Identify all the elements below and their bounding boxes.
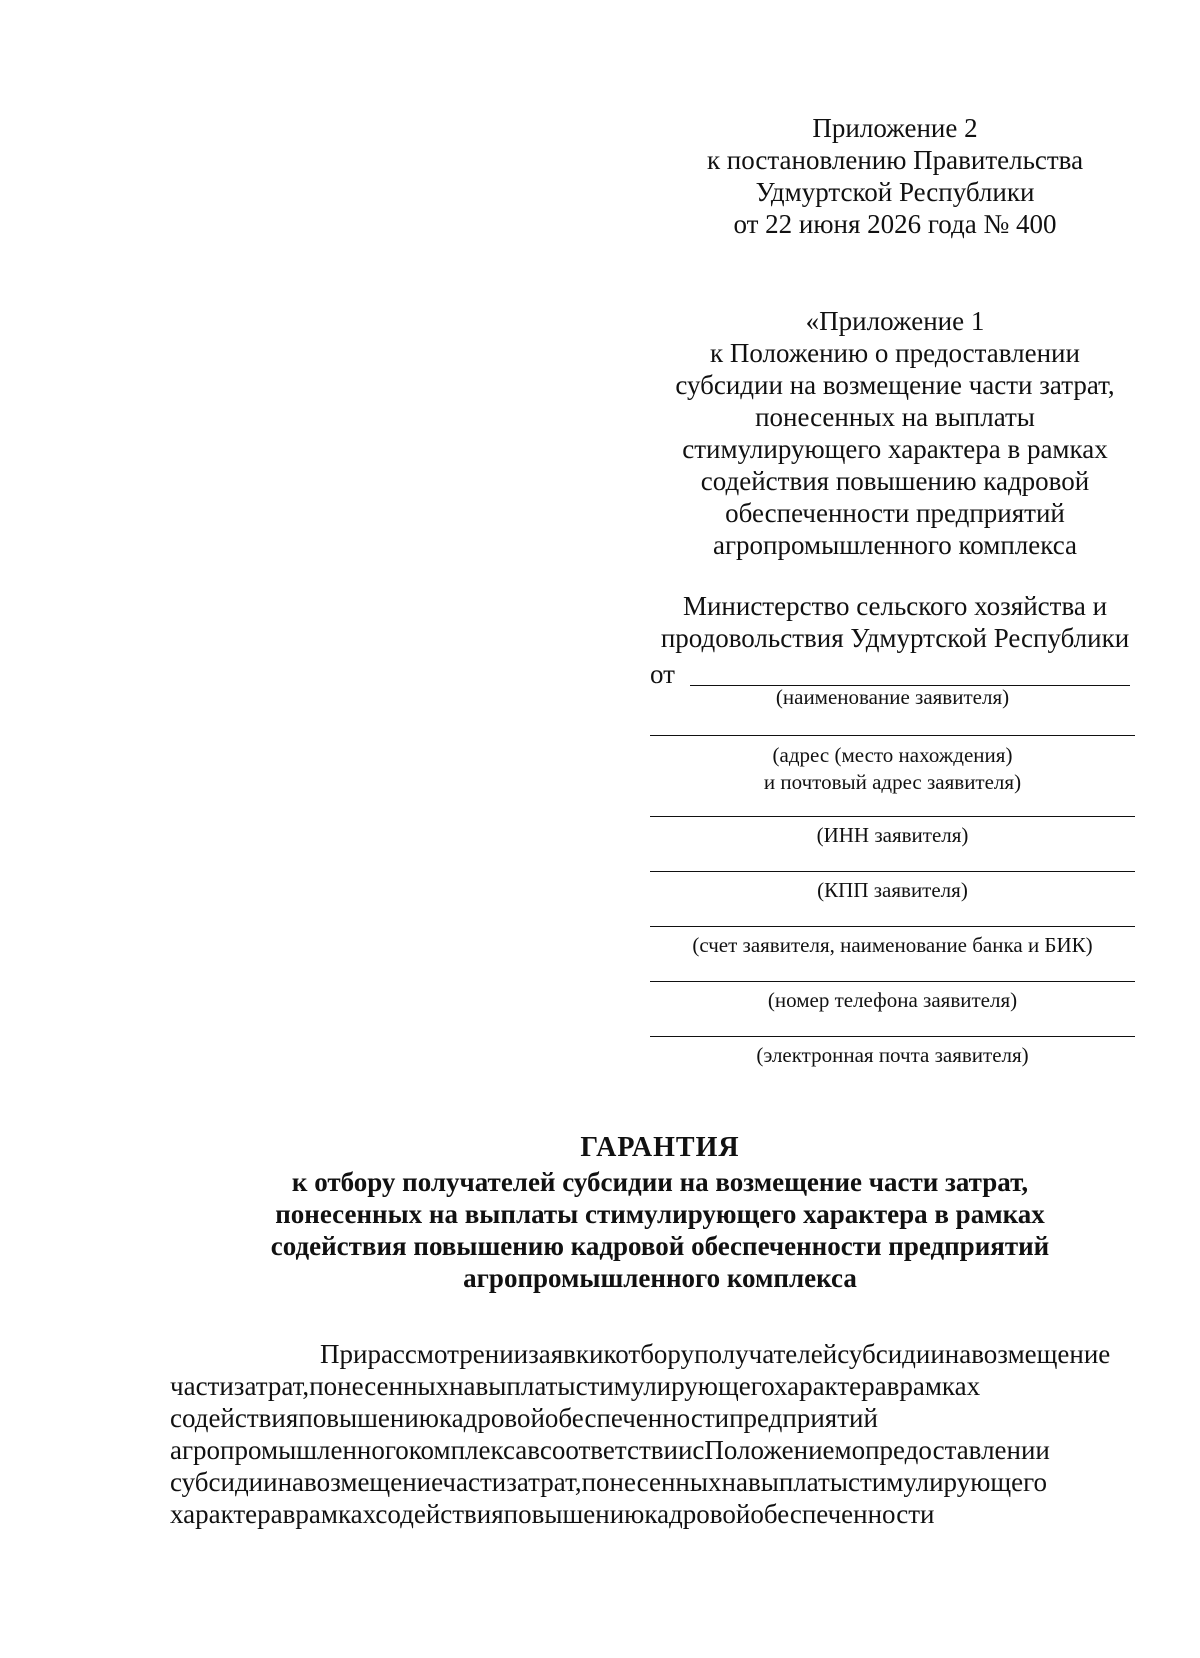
caption-line: (ИНН заявителя) (816, 823, 969, 847)
body-word: повышению (503, 1499, 645, 1529)
body-word: на (721, 1467, 748, 1497)
body-word: Положением (704, 1435, 852, 1465)
body-word: рассмотрении (367, 1339, 529, 1369)
body-line (170, 1402, 1145, 1434)
body-line (170, 1466, 1145, 1498)
body-word: части (442, 1467, 507, 1497)
body-word: в (282, 1499, 296, 1529)
caption-line: (номер телефона заявителя) (767, 988, 1018, 1012)
body-word: возмещение (304, 1467, 443, 1497)
body-word: стимулирующего (848, 1467, 1048, 1497)
annex-1-line: обеспеченности предприятий (725, 498, 1065, 528)
subtitle-line: агропромышленного комплекса (463, 1263, 857, 1293)
body-word: агропромышленного (170, 1435, 409, 1465)
phone-blank-line[interactable] (650, 981, 1135, 982)
caption-line: (электронная почта заявителя) (756, 1043, 1029, 1067)
addressee-line: продовольствия Удмуртской Республики (660, 623, 1130, 653)
body-word: субсидии (837, 1339, 945, 1369)
caption-line: и почтовый адрес заявителя) (763, 770, 1022, 794)
body-word: содействия (170, 1403, 299, 1433)
subtitle-line: понесенных на выплаты стимулирующего характера в рамках (275, 1199, 1045, 1229)
email-blank-line[interactable] (650, 1036, 1135, 1037)
field-caption-bank-account (640, 932, 1145, 959)
body-word: отбору (615, 1339, 695, 1369)
annex-1-header (620, 305, 1170, 561)
annex-1-line: субсидии на возмещение части затрат, (675, 370, 1115, 400)
body-word: стимулирующего (575, 1371, 774, 1401)
body-word: на (449, 1371, 476, 1401)
body-word: части (170, 1371, 234, 1401)
annex-2-line: Удмуртской Республики (755, 177, 1035, 207)
body-word: содействия (375, 1499, 504, 1529)
annex-2-line: от 22 июня 2026 года № 400 (733, 209, 1057, 239)
body-word: о (851, 1435, 866, 1465)
annex-1-line: «Приложение 1 (805, 306, 985, 336)
kpp-blank-line[interactable] (650, 871, 1135, 872)
body-word: комплекса (408, 1435, 528, 1465)
bank-account-blank-line[interactable] (650, 926, 1135, 927)
body-word: выплаты (747, 1467, 848, 1497)
body-word: характера (170, 1499, 283, 1529)
body-word: понесенных (309, 1371, 450, 1401)
field-caption-phone (640, 987, 1145, 1014)
field-caption-address (640, 742, 1145, 796)
body-word: предоставлении (865, 1435, 1050, 1465)
caption-line: (адрес (место нахождения) (772, 743, 1013, 767)
body-word: рамках (899, 1371, 981, 1401)
body-word: затрат, (506, 1467, 582, 1497)
body-word: заявки (528, 1339, 604, 1369)
body-word: с (692, 1435, 705, 1465)
body-word: понесенных (581, 1467, 722, 1497)
annex-2-header (620, 112, 1170, 240)
body-word: затрат, (233, 1371, 310, 1401)
document-title: ГАРАНТИЯ (580, 1132, 740, 1163)
inn-blank-line[interactable] (650, 816, 1135, 817)
body-word: субсидии (170, 1467, 278, 1497)
caption-line: (счет заявителя, наименование банка и БИК) (692, 933, 1093, 957)
document-body (170, 1338, 1145, 1530)
from-label: от (650, 659, 675, 689)
body-word: в (527, 1435, 540, 1465)
annex-2-line: Приложение 2 (812, 113, 978, 143)
body-word: получателей (694, 1339, 838, 1369)
body-word: рамках (295, 1499, 376, 1529)
body-word: выплаты (475, 1371, 576, 1401)
body-line (170, 1370, 1145, 1402)
body-word: повышению (298, 1403, 439, 1433)
body-word: к (603, 1339, 616, 1369)
field-caption-applicant-name (640, 684, 1145, 711)
body-line (170, 1338, 1145, 1370)
field-caption-kpp (640, 877, 1145, 904)
body-word: обеспеченности (750, 1499, 935, 1529)
body-word: возмещение (971, 1339, 1111, 1369)
annex-1-line: к Положению о предоставлении (710, 338, 1080, 368)
body-word: в (886, 1371, 900, 1401)
caption-line: (КПП заявителя) (817, 878, 968, 902)
caption-line: (наименование заявителя) (775, 685, 1010, 709)
body-word: соответствии (539, 1435, 693, 1465)
body-line (170, 1434, 1145, 1466)
document-subtitle (180, 1166, 1140, 1294)
annex-1-line: понесенных на выплаты (755, 402, 1035, 432)
subtitle-line: содействия повышению кадровой обеспеченности предприятий (270, 1231, 1050, 1261)
body-word: на (277, 1467, 305, 1497)
annex-1-line: содействия повышению кадровой (700, 466, 1090, 496)
field-caption-email (640, 1042, 1145, 1069)
body-line (170, 1498, 1145, 1530)
annex-1-line: стимулирующего характера в рамках (682, 434, 1108, 464)
body-word: предприятий (729, 1403, 878, 1433)
body-word: характера (773, 1371, 887, 1401)
body-word: При (320, 1339, 368, 1369)
subtitle-line: к отбору получателей субсидии на возмещение части затрат, (291, 1167, 1029, 1197)
annex-1-line: агропромышленного комплекса (713, 530, 1077, 560)
addressee-block (620, 590, 1170, 654)
body-word: на (944, 1339, 972, 1369)
annex-2-line: к постановлению Правительства (706, 145, 1084, 175)
addressee-line: Министерство сельского хозяйства и (682, 591, 1108, 621)
address-blank-line[interactable] (650, 735, 1135, 736)
body-word: кадровой (644, 1499, 751, 1529)
body-word: обеспеченности (544, 1403, 730, 1433)
body-word: кадровой (438, 1403, 545, 1433)
field-caption-inn (640, 822, 1145, 849)
